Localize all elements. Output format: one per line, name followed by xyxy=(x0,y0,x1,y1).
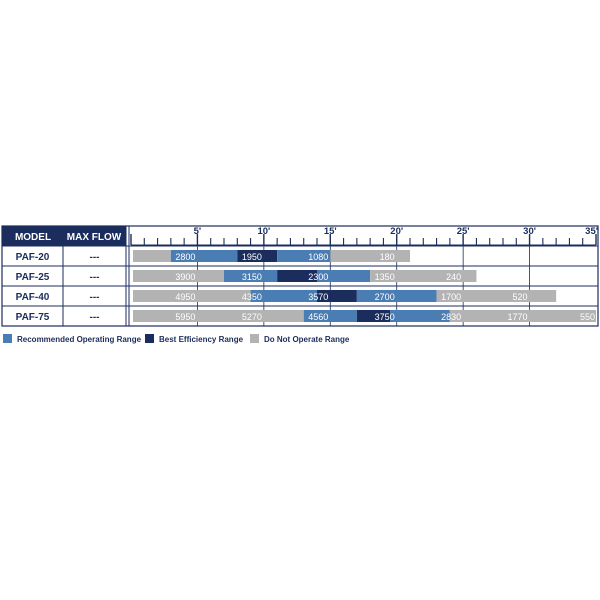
flow-value-label: 550 xyxy=(579,312,595,322)
legend-label: Do Not Operate Range xyxy=(264,335,350,344)
max-flow-value: --- xyxy=(89,272,100,283)
legend-item-best xyxy=(145,334,244,344)
model-row xyxy=(16,290,557,303)
flow-value-label: 1770 xyxy=(507,312,528,322)
flow-value-label: 5950 xyxy=(175,312,196,322)
bar-segment-rec xyxy=(357,290,437,302)
flow-value-label: 240 xyxy=(446,272,462,282)
model-name: PAF-25 xyxy=(15,272,50,283)
model-row xyxy=(16,270,477,283)
bar-segment-dno xyxy=(133,250,171,262)
flow-value-label: 3150 xyxy=(241,272,262,282)
legend-swatch xyxy=(3,334,12,343)
flow-value-label: 520 xyxy=(512,292,528,302)
tick-label: 15' xyxy=(323,226,337,237)
tick-label: 5' xyxy=(193,226,202,237)
tick-label: 35' xyxy=(585,226,598,237)
flow-value-label: 2800 xyxy=(175,252,196,262)
legend-swatch xyxy=(145,334,154,343)
model-row xyxy=(16,310,596,323)
tick-label: 25' xyxy=(456,226,470,237)
max-flow-value: --- xyxy=(89,312,100,323)
flow-value-label: 4950 xyxy=(175,292,196,302)
flow-value-label: 4560 xyxy=(308,312,329,322)
flow-value-label: 2300 xyxy=(308,272,329,282)
axis-tick-labels xyxy=(194,226,598,237)
bar-segment-dno xyxy=(133,310,304,322)
flow-value-label: 1080 xyxy=(308,252,329,262)
tick-label: 20' xyxy=(390,226,404,237)
legend-label: Recommended Operating Range xyxy=(17,335,142,344)
model-name: PAF-40 xyxy=(15,292,50,303)
tick-label: 10' xyxy=(257,226,271,237)
flow-value-label: 2830 xyxy=(441,312,462,322)
model-name: PAF-75 xyxy=(15,312,50,323)
max-flow-value: --- xyxy=(89,252,100,263)
max-flow-value: --- xyxy=(89,292,100,303)
legend xyxy=(3,334,350,344)
flow-value-label: 3900 xyxy=(175,272,196,282)
flow-value-label: 2700 xyxy=(374,292,395,302)
flow-value-label: 180 xyxy=(379,252,395,262)
model-header: MODEL xyxy=(14,232,52,243)
flow-value-label: 1950 xyxy=(241,252,262,262)
legend-item-rec xyxy=(3,334,142,344)
bar-segment-dno xyxy=(330,250,410,262)
flow-value-label: 1700 xyxy=(441,292,462,302)
flow-value-label: 3570 xyxy=(308,292,329,302)
model-name: PAF-20 xyxy=(15,252,50,263)
model-row xyxy=(16,250,410,263)
flow-value-label: 1350 xyxy=(374,272,395,282)
legend-item-dno xyxy=(250,334,350,344)
flow-value-label: 3750 xyxy=(374,312,395,322)
legend-label: Best Efficiency Range xyxy=(159,335,244,344)
flow-value-label: 4350 xyxy=(241,292,262,302)
legend-swatch xyxy=(250,334,259,343)
tick-label: 30' xyxy=(523,226,536,237)
max-flow-header: MAX FLOW xyxy=(66,232,122,243)
flow-value-label: 5270 xyxy=(241,312,262,322)
